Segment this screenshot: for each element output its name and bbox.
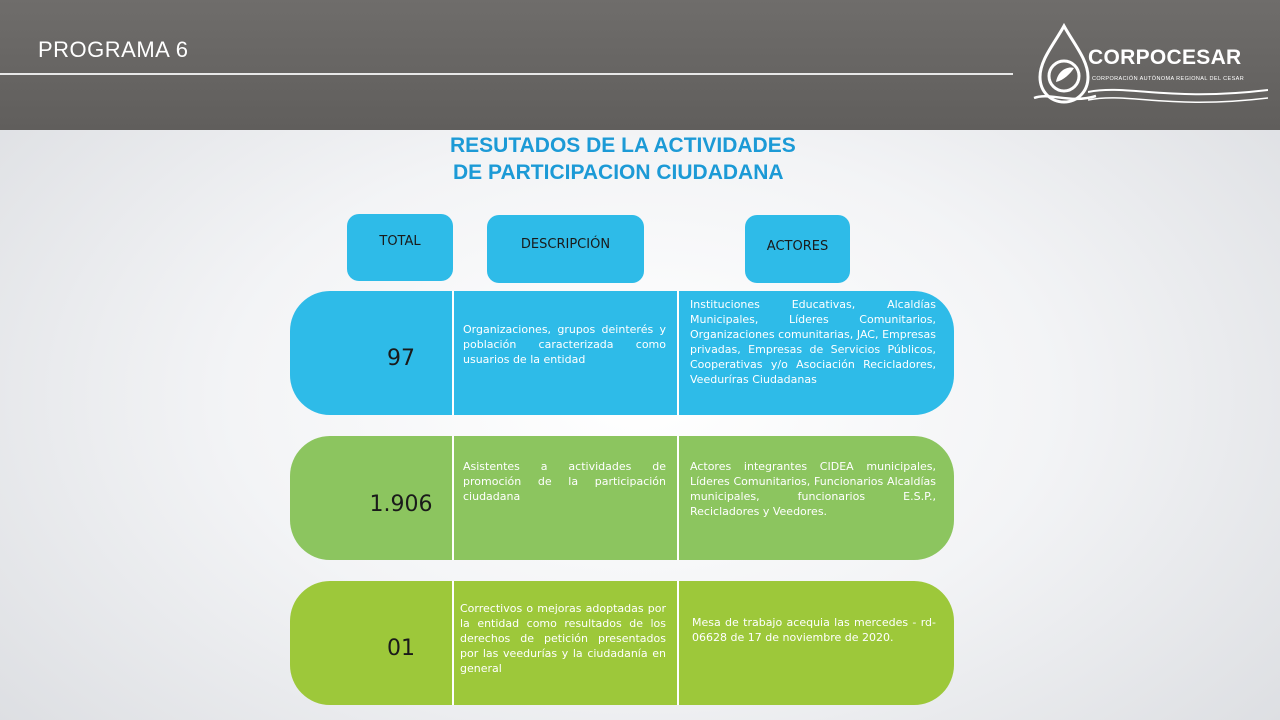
column-header-descripcion bbox=[487, 215, 644, 283]
page-title-line1: RESUTADOS DE LA ACTIVIDADES bbox=[450, 134, 796, 157]
column-header-total-label: TOTAL bbox=[379, 234, 421, 249]
row-total: 1.906 bbox=[369, 491, 433, 517]
row-actors: Mesa de trabajo acequia las mercedes - rd-06628 de 17 de noviembre de 2020. bbox=[692, 616, 936, 644]
row-actors: Actores integrantes CIDEA municipales, Líderes Comunitarios, Funcionarios Alcaldías municipales, funcionarios E.S.P., Recicladores y Veedores. bbox=[690, 460, 936, 518]
result-row-2 bbox=[290, 436, 954, 560]
logo-subtitle: CORPORACIÓN AUTÓNOMA REGIONAL DEL CESAR bbox=[1092, 76, 1245, 82]
page-title bbox=[420, 132, 840, 186]
header-banner bbox=[0, 0, 1280, 130]
column-header-descripcion-label: DESCRIPCIÓN bbox=[520, 236, 611, 252]
row-actors: Instituciones Educativas, Alcaldías Municipales, Líderes Comunitarios, Organizaciones comunitarias, JAC, Empresas privadas, Empresas de Servicios Públicos, Cooperativas y/o Asociación Recicladores, Veeduríras Ciudadanas bbox=[690, 298, 936, 386]
logo-name: CORPOCESAR bbox=[1088, 46, 1242, 69]
column-header-actores bbox=[745, 215, 850, 283]
row-description: Organizaciones, grupos deinterés y población caracterizada como usuarios de la entidad bbox=[463, 323, 666, 366]
row-divider bbox=[677, 436, 679, 560]
row-divider bbox=[452, 581, 454, 705]
column-header-total bbox=[347, 214, 453, 281]
row-description: Asistentes a actividades de promoción de la participación ciudadana bbox=[463, 460, 666, 503]
row-divider bbox=[677, 581, 679, 705]
row-divider bbox=[452, 291, 454, 415]
row-description: Correctivos o mejoras adoptadas por la entidad como resultados de los derechos de petición presentados por las veedurías y la ciudadanía en general bbox=[460, 602, 666, 675]
page-title-line2: DE PARTICIPACION CIUDADANA bbox=[453, 161, 784, 184]
row-total: 97 bbox=[387, 345, 415, 371]
logo-waves bbox=[1088, 82, 1268, 112]
program-title: PROGRAMA 6 bbox=[38, 37, 189, 62]
row-divider bbox=[452, 436, 454, 560]
corpocesar-logo bbox=[1030, 22, 1270, 110]
result-row-1 bbox=[290, 291, 954, 415]
row-divider bbox=[677, 291, 679, 415]
row-total: 01 bbox=[387, 635, 415, 661]
header-divider bbox=[0, 73, 1013, 75]
column-header-actores-label: ACTORES bbox=[766, 238, 829, 254]
result-row-3 bbox=[290, 581, 954, 705]
